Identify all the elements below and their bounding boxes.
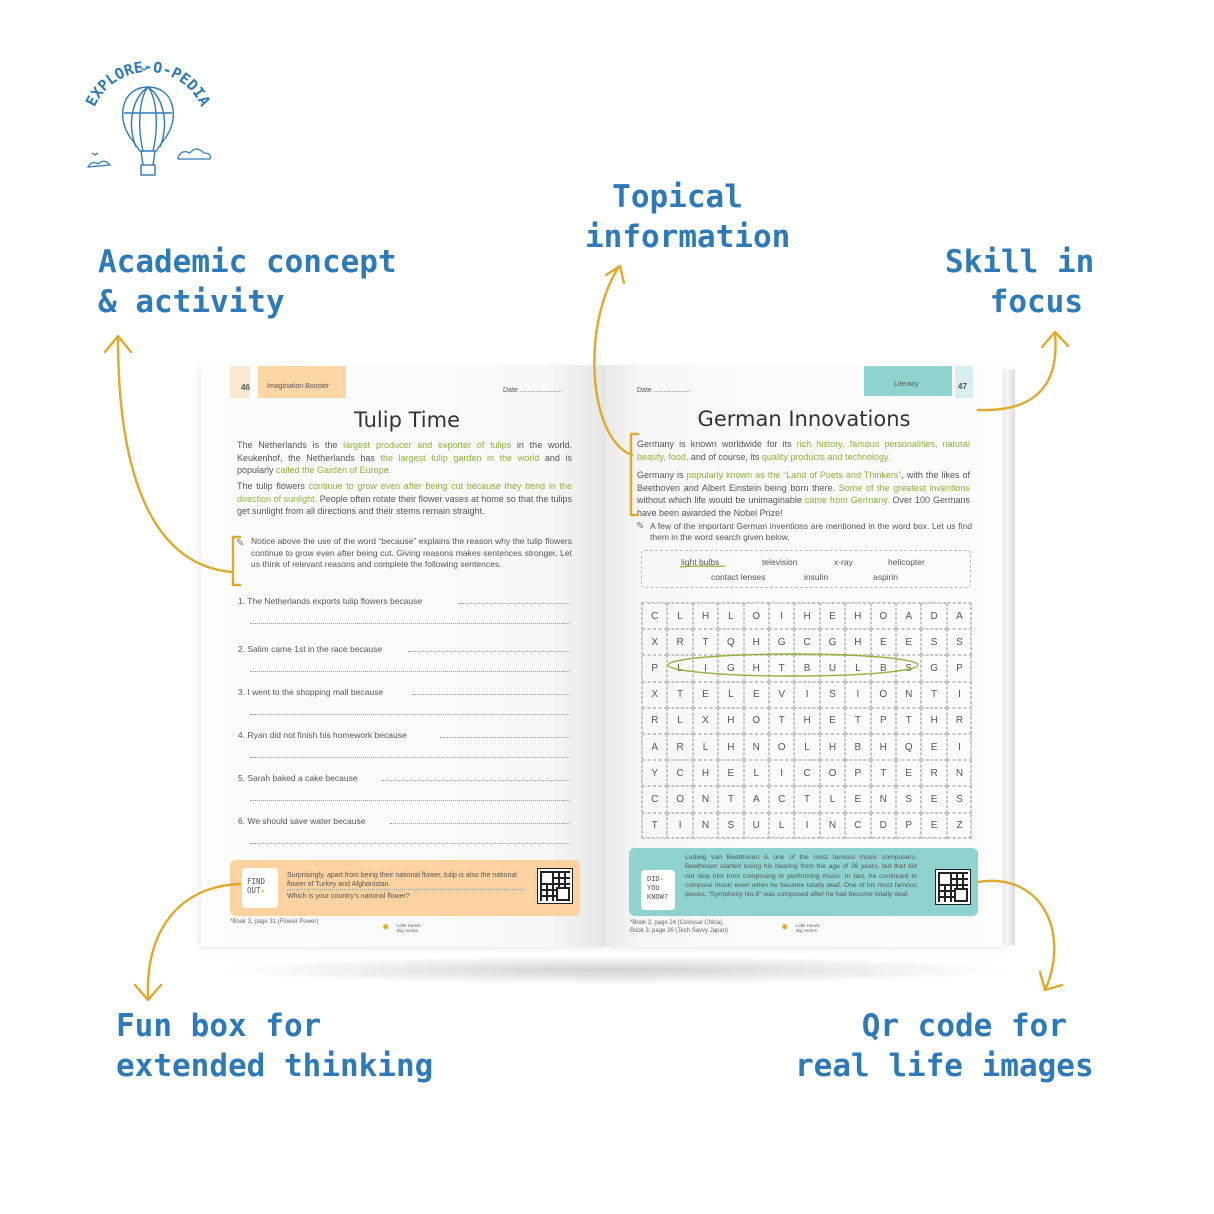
grid-cell[interactable]: A bbox=[947, 603, 972, 629]
grid-cell[interactable]: I bbox=[693, 655, 718, 681]
grid-cell[interactable]: Q bbox=[896, 734, 921, 760]
grid-cell[interactable]: E bbox=[921, 813, 946, 839]
grid-cell[interactable]: P bbox=[896, 813, 921, 839]
grid-cell[interactable]: U bbox=[744, 813, 769, 839]
grid-cell[interactable]: A bbox=[642, 734, 667, 760]
qr-code-icon[interactable] bbox=[538, 869, 572, 903]
grid-cell[interactable]: L bbox=[845, 655, 870, 681]
grid-cell[interactable]: I bbox=[769, 603, 794, 629]
cloud-icon bbox=[88, 161, 110, 167]
grid-cell[interactable]: H bbox=[693, 603, 718, 629]
bird-icon bbox=[92, 153, 98, 155]
grid-cell[interactable]: C bbox=[642, 603, 667, 629]
grid-cell[interactable]: S bbox=[820, 682, 845, 708]
question-4: 4. Ryan did not finish his homework because bbox=[238, 730, 407, 740]
grid-cell[interactable]: H bbox=[845, 629, 870, 655]
answer-line[interactable] bbox=[250, 671, 570, 672]
answer-line[interactable] bbox=[250, 623, 570, 624]
grid-cell[interactable]: B bbox=[845, 734, 870, 760]
grid-cell[interactable]: C bbox=[794, 629, 819, 655]
grid-cell[interactable]: N bbox=[820, 813, 845, 839]
grid-cell[interactable]: T bbox=[693, 629, 718, 655]
grid-cell[interactable]: O bbox=[769, 734, 794, 760]
callout-skill-in-focus: Skill in focus bbox=[945, 244, 1095, 320]
grid-cell[interactable]: B bbox=[871, 655, 896, 681]
second-paragraph: Germany is popularly known as the “Land of Poets and Thinkers”, with the likes of Beethoven and Albert Einstein being born there. Some of the greatest inventions without which life would be unimaginable came from Germany. Over 100 Germans have been awarded the Nobel Prize! bbox=[637, 470, 971, 518]
grid-cell[interactable]: A bbox=[896, 603, 921, 629]
grid-cell[interactable]: E bbox=[845, 786, 870, 812]
grid-cell[interactable]: H bbox=[718, 734, 743, 760]
cloud-icon bbox=[178, 149, 210, 159]
book-shadow bbox=[215, 955, 1015, 985]
grid-cell[interactable]: C bbox=[794, 760, 819, 786]
grid-cell[interactable]: D bbox=[921, 603, 946, 629]
grid-cell[interactable]: T bbox=[871, 760, 896, 786]
explore-o-pedia-logo bbox=[78, 55, 218, 190]
grid-cell[interactable]: H bbox=[693, 760, 718, 786]
grid-cell[interactable]: H bbox=[871, 734, 896, 760]
grid-cell[interactable]: T bbox=[667, 682, 692, 708]
sun-icon: ✹ bbox=[781, 922, 789, 932]
page-title: German Innovations bbox=[697, 407, 911, 431]
grid-cell[interactable]: O bbox=[820, 760, 845, 786]
grid-cell[interactable]: I bbox=[794, 682, 819, 708]
grid-cell[interactable]: L bbox=[693, 734, 718, 760]
grid-cell[interactable]: T bbox=[769, 655, 794, 681]
grid-cell[interactable]: L bbox=[667, 655, 692, 681]
intro-paragraph: Germany is known worldwide for its rich history, famous personalities, natural beauty, food, and of course, its quality products and technology. bbox=[637, 439, 970, 462]
grid-cell[interactable]: R bbox=[667, 734, 692, 760]
answer-line[interactable] bbox=[250, 714, 570, 715]
grid-cell[interactable]: P bbox=[642, 655, 667, 681]
grid-cell[interactable]: N bbox=[947, 760, 972, 786]
grid-cell[interactable]: R bbox=[921, 760, 946, 786]
sun-icon: ✹ bbox=[382, 922, 390, 932]
grid-cell[interactable]: L bbox=[667, 603, 692, 629]
brand-logo: Little Hands Big Hearts bbox=[796, 923, 820, 933]
grid-cell[interactable]: L bbox=[718, 603, 743, 629]
svg-text:EXPLORE-O-PEDIA: EXPLORE-O-PEDIA bbox=[81, 58, 215, 110]
grid-cell[interactable]: G bbox=[921, 655, 946, 681]
grid-cell[interactable]: R bbox=[642, 708, 667, 734]
grid-cell[interactable]: G bbox=[769, 629, 794, 655]
grid-cell[interactable]: E bbox=[718, 760, 743, 786]
page-number: 46 bbox=[241, 383, 250, 392]
grid-cell[interactable]: L bbox=[769, 813, 794, 839]
grid-cell[interactable]: E bbox=[820, 603, 845, 629]
pencil-icon: ✎ bbox=[636, 521, 645, 532]
grid-cell[interactable]: R bbox=[947, 708, 972, 734]
instruction-text: Notice above the use of the word “because” explains the reason why the tulip flowers continue to grow even after being cut. Giving reasons makes sentences stronger. Let us think of relevant reasons and complete the following sentences. bbox=[251, 536, 572, 569]
grid-cell[interactable]: E bbox=[820, 708, 845, 734]
hot-air-balloon-icon bbox=[123, 87, 174, 175]
grid-cell[interactable]: T bbox=[642, 813, 667, 839]
question-2: 2. Salim came 1st in the race because bbox=[238, 644, 383, 654]
grid-cell[interactable]: H bbox=[744, 655, 769, 681]
answer-line[interactable] bbox=[382, 780, 570, 781]
grid-cell[interactable]: T bbox=[769, 708, 794, 734]
date-label: Date ...................... bbox=[503, 387, 563, 394]
page-number-tab bbox=[230, 366, 250, 398]
word-item: helicopter bbox=[888, 557, 925, 567]
grid-cell[interactable]: S bbox=[947, 629, 972, 655]
qr-code-icon[interactable] bbox=[936, 870, 970, 904]
callout-fun-box: Fun box for extended thinking bbox=[116, 1008, 434, 1084]
grid-cell[interactable]: A bbox=[744, 786, 769, 812]
grid-cell[interactable]: L bbox=[718, 682, 743, 708]
grid-cell[interactable]: E bbox=[921, 786, 946, 812]
grid-cell[interactable]: P bbox=[871, 708, 896, 734]
grid-cell[interactable]: R bbox=[667, 629, 692, 655]
grid-cell[interactable]: E bbox=[921, 734, 946, 760]
answer-line[interactable] bbox=[250, 757, 570, 758]
grid-cell[interactable]: P bbox=[845, 760, 870, 786]
page-edges bbox=[1003, 370, 1015, 945]
word-item: x-ray bbox=[834, 557, 853, 567]
grid-cell[interactable]: N bbox=[693, 786, 718, 812]
grid-cell[interactable]: N bbox=[871, 786, 896, 812]
grid-cell[interactable]: E bbox=[896, 629, 921, 655]
grid-cell[interactable]: L bbox=[820, 786, 845, 812]
grid-cell[interactable]: H bbox=[794, 603, 819, 629]
grid-cell[interactable]: H bbox=[718, 708, 743, 734]
question-6: 6. We should save water because bbox=[238, 816, 366, 826]
answer-line[interactable] bbox=[250, 800, 570, 801]
grid-cell[interactable]: T bbox=[845, 708, 870, 734]
grid-cell[interactable]: E bbox=[871, 629, 896, 655]
answer-line[interactable] bbox=[440, 737, 570, 738]
word-search-grid bbox=[641, 602, 971, 838]
question-5: 5. Sarah baked a cake because bbox=[238, 773, 358, 783]
date-label: Date ................... bbox=[637, 387, 691, 394]
grid-cell[interactable]: S bbox=[896, 655, 921, 681]
grid-cell[interactable]: C bbox=[845, 813, 870, 839]
grid-cell[interactable]: T bbox=[896, 708, 921, 734]
word-item: contact lenses bbox=[711, 572, 766, 582]
grid-cell[interactable]: S bbox=[947, 786, 972, 812]
grid-cell[interactable]: H bbox=[845, 603, 870, 629]
grid-cell[interactable]: H bbox=[744, 629, 769, 655]
grid-cell[interactable]: H bbox=[820, 734, 845, 760]
grid-cell[interactable]: D bbox=[871, 813, 896, 839]
grid-cell[interactable]: O bbox=[871, 603, 896, 629]
grid-cell[interactable]: H bbox=[794, 708, 819, 734]
grid-cell[interactable]: I bbox=[667, 813, 692, 839]
question-1: 1. The Netherlands exports tulip flowers because bbox=[238, 596, 423, 606]
answer-line[interactable] bbox=[458, 603, 570, 604]
grid-cell[interactable]: G bbox=[820, 629, 845, 655]
grid-cell[interactable]: E bbox=[896, 760, 921, 786]
grid-cell[interactable]: L bbox=[667, 708, 692, 734]
second-paragraph: The tulip flowers continue to grow even after being cut because they bend in the direction of sunlight. People often rotate their flower vases at home so that the tulips get sunlight from all directions and their stems remain straight. bbox=[237, 481, 572, 516]
grid-cell[interactable]: S bbox=[921, 629, 946, 655]
word-item: television bbox=[762, 557, 798, 567]
grid-cell[interactable]: X bbox=[642, 682, 667, 708]
grid-cell[interactable]: Y bbox=[642, 760, 667, 786]
grid-cell[interactable]: O bbox=[667, 786, 692, 812]
grid-cell[interactable]: U bbox=[820, 655, 845, 681]
grid-cell[interactable]: X bbox=[693, 708, 718, 734]
answer-line[interactable] bbox=[250, 843, 570, 844]
footnote: *Book 3, page 24 (Colossal China), Book 3, page 26 (Tech Savvy Japan) bbox=[630, 920, 729, 934]
lightbulb-icon: ✦ bbox=[260, 886, 266, 895]
word-item: aspirin bbox=[873, 572, 899, 582]
section-tag bbox=[258, 366, 346, 398]
grid-cell[interactable]: V bbox=[769, 682, 794, 708]
word-box bbox=[641, 550, 971, 588]
pencil-icon: ✎ bbox=[236, 538, 245, 549]
grid-cell[interactable]: I bbox=[947, 682, 972, 708]
grid-cell[interactable]: L bbox=[794, 734, 819, 760]
grid-cell[interactable]: P bbox=[947, 655, 972, 681]
grid-cell[interactable]: N bbox=[896, 682, 921, 708]
grid-cell[interactable]: N bbox=[693, 813, 718, 839]
grid-cell[interactable]: E bbox=[693, 682, 718, 708]
page-number: 47 bbox=[958, 382, 967, 391]
callout-academic-concept: Academic concept & activity bbox=[98, 244, 397, 320]
grid-cell[interactable]: S bbox=[896, 786, 921, 812]
question-3: 3. I went to the shopping mall because bbox=[238, 687, 384, 697]
find-out-badge: FIND OUT✦ bbox=[242, 868, 278, 908]
section-tag-label: Literacy bbox=[894, 381, 919, 388]
grid-cell[interactable]: S bbox=[718, 813, 743, 839]
word-item: light bulbs bbox=[681, 557, 720, 567]
footnote: *Book 3, page 31 (Flower Power) bbox=[230, 919, 319, 925]
grid-cell[interactable]: I bbox=[845, 682, 870, 708]
did-you-know-badge: DID✦ YOU KNOW? bbox=[641, 870, 675, 910]
grid-cell[interactable]: O bbox=[744, 603, 769, 629]
brand-logo: Little Hands Big Hearts bbox=[397, 923, 421, 933]
answer-line[interactable] bbox=[413, 694, 570, 695]
grid-cell[interactable]: C bbox=[769, 786, 794, 812]
grid-cell[interactable]: I bbox=[794, 813, 819, 839]
grid-cell[interactable]: B bbox=[794, 655, 819, 681]
grid-cell[interactable]: T bbox=[921, 682, 946, 708]
grid-cell[interactable]: O bbox=[744, 708, 769, 734]
word-item: insulin bbox=[804, 572, 829, 582]
page-title: Tulip Time bbox=[353, 408, 460, 432]
callout-topical-information: Topical information bbox=[585, 179, 791, 255]
find-out-question: Which is your country’s national flower? bbox=[287, 893, 410, 900]
grid-cell[interactable]: C bbox=[642, 786, 667, 812]
find-out-divider bbox=[287, 889, 523, 890]
grid-cell[interactable]: O bbox=[871, 682, 896, 708]
find-out-text: Surprisingly, apart from being their national flower, tulip is also the national flower of Turkey and Afghanistan. bbox=[287, 872, 517, 888]
grid-cell[interactable]: T bbox=[718, 786, 743, 812]
grid-cell[interactable]: N bbox=[744, 734, 769, 760]
answer-line[interactable] bbox=[408, 651, 570, 652]
grid-cell[interactable]: T bbox=[794, 786, 819, 812]
instruction-text: A few of the important German inventions are mentioned in the word box. Let us find them in the word search given below. bbox=[650, 521, 972, 542]
did-you-know-text: Ludwig van Beethoven is one of the most famous music composers. Beethoven started losing his hearing from the age of 26 years, but that did not stop him from composing or performing music. In fact, he continued to compose music even when he became totally deaf. One of his most famous pieces, “Symphony No.9” was composed after he had become totally deaf. bbox=[685, 854, 917, 899]
grid-cell[interactable]: I bbox=[947, 734, 972, 760]
lightbulb-icon: ✦ bbox=[659, 875, 664, 883]
grid-cell[interactable]: Q bbox=[718, 629, 743, 655]
grid-cell[interactable]: X bbox=[642, 629, 667, 655]
section-tag-label: Imagination Booster bbox=[267, 383, 330, 390]
callout-qr-code: Qr code for real life images bbox=[795, 1008, 1094, 1084]
intro-paragraph: The Netherlands is the largest producer and exporter of tulips in the world. Keukenhof, the Netherlands has the largest tulip garden in the world and is popularly called the Garden of Europe. bbox=[237, 440, 572, 475]
grid-cell[interactable]: E bbox=[744, 682, 769, 708]
grid-cell[interactable]: C bbox=[667, 760, 692, 786]
grid-cell[interactable]: G bbox=[718, 655, 743, 681]
grid-cell[interactable]: H bbox=[921, 708, 946, 734]
grid-cell[interactable]: L bbox=[744, 760, 769, 786]
answer-line[interactable] bbox=[390, 823, 570, 824]
grid-cell[interactable]: I bbox=[769, 760, 794, 786]
grid-cell[interactable]: Z bbox=[947, 813, 972, 839]
